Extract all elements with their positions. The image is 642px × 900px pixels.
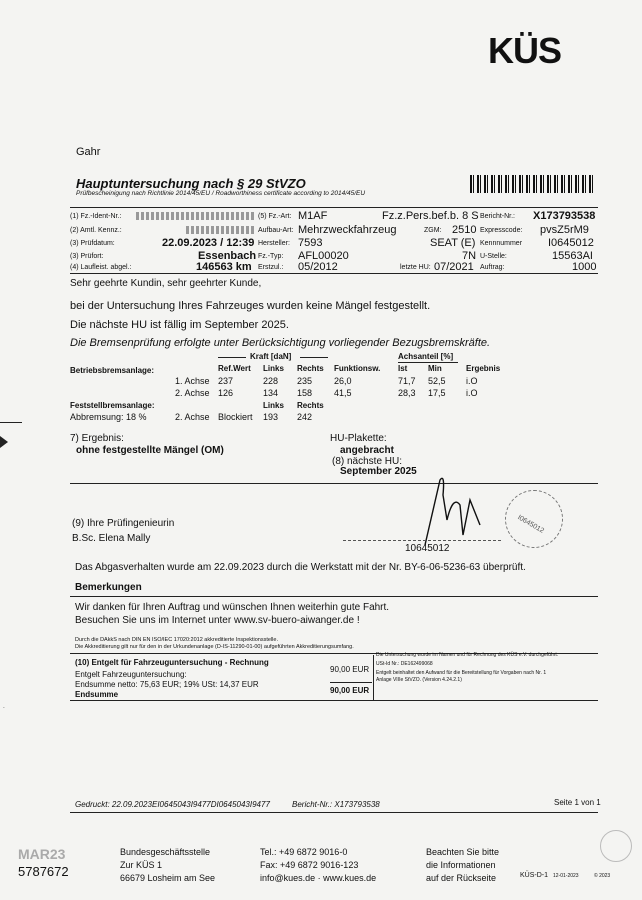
invoice-line: Endsumme netto: 75,63 EUR; 19% USt: 14,37 EUR (75, 680, 259, 689)
footer-number: 5787672 (18, 864, 69, 879)
table-cell: 228 (263, 376, 279, 386)
table-cell: 158 (297, 388, 313, 398)
field-label: Auftrag: (480, 264, 505, 271)
footer-line: die Informationen (426, 860, 496, 870)
invoice-note: Die Untersuchung wurde im Namen und für Rechnung des KÜS e.V. durchgeführt. (376, 652, 559, 658)
invoice-amount: 90,00 EUR (330, 665, 370, 674)
punch-mark (0, 436, 8, 448)
table-cell: 134 (263, 388, 279, 398)
inspector-name: B.Sc. Elena Mally (72, 533, 151, 544)
footer-form-code: KÜS-D-1 (520, 872, 549, 879)
table-cell: 28,3 (398, 388, 416, 398)
col-links: Links (263, 364, 284, 373)
footer-line: info@kues.de · www.kues.de (260, 873, 377, 883)
footer-note (426, 846, 499, 885)
document-subtitle: Prüfbescheinigung nach Richtlinie 2014/45/EU / Roadworthiness certificate according to 2014/45/EU (76, 190, 366, 197)
remarks-heading: Bemerkungen (75, 582, 142, 593)
printed-date: Gedruckt: 22.09.2023 (75, 800, 152, 809)
inspector-label: (9) Ihre Prüfingenieurin (72, 518, 175, 529)
redacted-plate (186, 226, 256, 234)
table-cell: 41,5 (334, 388, 352, 398)
field-label: (5) Fz.-Art: (258, 213, 292, 220)
plakette-label: HU-Plakette: (330, 433, 387, 444)
footer-address (120, 846, 215, 885)
field-label: ZGM: (424, 227, 442, 234)
footer-line: Bundesgeschäftsstelle (120, 847, 211, 857)
table-cell: 235 (297, 376, 313, 386)
invoice-total-label: Endsumme (75, 690, 119, 699)
invoice-line: Entgelt Fahrzeuguntersuchung: (75, 670, 187, 679)
table-cell: i.O (466, 376, 478, 386)
table-cell: 237 (218, 376, 234, 386)
table-cell: 126 (218, 388, 234, 398)
invoice-note: USt-Id Nr.: DE162499068 (376, 661, 433, 667)
signature (405, 465, 495, 550)
col-ist: Ist (398, 364, 408, 373)
table-cell: 2. Achse (175, 388, 210, 398)
table-cell: 1. Achse (175, 376, 210, 386)
field-label: (3) Prüfdatum: (70, 240, 115, 247)
table-cell: 26,0 (334, 376, 352, 386)
field-label: (4) Laufleist. abgel.: (70, 264, 132, 271)
col-rechts: Rechts (297, 364, 324, 373)
dakks-note: Durch die DAkkS nach DIN EN ISO/IEC 17020:2012 akkreditierte Inspektionsstelle. (75, 637, 278, 643)
field-value: M1AF (298, 210, 328, 222)
kraft-header: Kraft [daN] (250, 352, 292, 361)
website-line: Besuchen Sie uns im Internet unter www.sv-buero-aiwanger.de ! (75, 615, 360, 626)
col-funktion: Funktionsw. (334, 364, 381, 373)
greeting: Sehr geehrte Kundin, sehr geehrter Kunde, (70, 278, 262, 289)
body-brake-note: Die Bremsenprüfung erfolgte unter Berücksichtigung vorliegender Bezugsbremskräfte. (70, 337, 491, 349)
side-text: - (3, 705, 5, 711)
field-label: Expresscode: (480, 227, 523, 234)
signature-line (343, 540, 501, 541)
plakette-value: angebracht (340, 445, 394, 456)
stamp-text: I0645012 (516, 514, 545, 535)
footer-mar: MAR23 (18, 846, 66, 862)
table-cell: 193 (263, 412, 279, 422)
footer-line: auf der Rückseite (426, 873, 497, 883)
footer-copyright: © 2023 (594, 873, 611, 879)
table-cell: 2. Achse (175, 412, 210, 422)
footer-line: Fax: +49 6872 9016-123 (260, 860, 359, 870)
invoice-total: 90,00 EUR (330, 686, 370, 695)
field-label: (3) Prüfort: (70, 253, 104, 260)
col-ergebnis: Ergebnis (466, 364, 501, 373)
inspector-number: 10645012 (405, 543, 450, 554)
field-value: 22.09.2023 / 12:39 (162, 237, 255, 249)
result-label: 7) Ergebnis: (70, 433, 124, 444)
field-value: 7593 (298, 237, 323, 249)
col-refwert: Ref.Wert (218, 364, 251, 373)
body-next-hu: Die nächste HU ist fällig im September 2025. (70, 319, 289, 331)
fold-mark (0, 422, 22, 423)
field-value: Fz.z.Pers.bef.b. 8 S (382, 210, 479, 222)
result-value: ohne festgestellte Mängel (OM) (76, 445, 224, 456)
field-label: Hersteller: (258, 240, 290, 247)
table-cell: 17,5 (428, 388, 446, 398)
table-cell: 242 (297, 412, 313, 422)
field-label: Kennnummer (480, 240, 523, 247)
field-label: (1) Fz.-Ident-Nr.: (70, 213, 122, 220)
footer-contact (260, 846, 376, 885)
abgas-note: Das Abgasverhalten wurde am 22.09.2023 durch die Werkstatt mit der Nr. BY-6-06-5236-63 überprüft. (75, 562, 526, 573)
field-value: 7N (462, 250, 477, 262)
thanks-line: Wir danken für Ihren Auftrag und wünschen Ihnen weiterhin gute Fahrt. (75, 602, 390, 613)
page-number: Seite 1 von 1 (554, 798, 601, 807)
field-value: pvsZ5rM9 (540, 224, 589, 236)
abbremsung: Abbremsung: 18 % (70, 412, 147, 422)
fest-links-header: Links (263, 401, 284, 410)
barcode (470, 175, 595, 193)
redacted-vin (136, 212, 256, 220)
field-value: 1000 (572, 261, 597, 273)
footer-line: Beachten Sie bitte (426, 847, 500, 857)
fest-rechts-header: Rechts (297, 401, 324, 410)
footer-line: Zur KÜS 1 (120, 860, 163, 870)
footer-line: 66679 Losheim am See (120, 873, 216, 883)
divider (70, 483, 598, 484)
next-hu-label: (8) nächste HU: (332, 456, 403, 467)
achsanteil-header: Achsanteil [%] (398, 352, 454, 361)
document-title: Hauptuntersuchung nach § 29 StVZO (76, 176, 306, 191)
print-code: EI0645043I9477DI0645043I9477 (152, 800, 270, 809)
invoice-note: Anlage VIIIe StVZO. (Version 4.24.2.1) (376, 677, 462, 683)
field-value: 15563AI (552, 250, 593, 262)
fest-label: Feststellbremsanlage: (70, 401, 155, 410)
kues-logo: KÜS (488, 30, 562, 71)
recipient-name: Gahr (76, 146, 101, 158)
next-hu-value: September 2025 (340, 466, 417, 477)
field-label: Erstzul.: (258, 264, 284, 271)
field-value: Essenbach (198, 250, 257, 262)
divider (70, 273, 598, 274)
field-label: U-Stelle: (480, 253, 507, 260)
table-cell: 52,5 (428, 376, 446, 386)
field-value: Mehrzweckfahrzeug (298, 224, 397, 236)
field-value: 2510 (452, 224, 477, 236)
divider (70, 596, 598, 597)
field-label: letzte HU: (400, 264, 431, 271)
table-cell: i.O (466, 388, 478, 398)
dakks-scope: Die Akkreditierung gilt nur für den in der Urkundenanlage (D-IS-11290-01-00) aufgeführten Akkreditierungsumfang. (75, 644, 354, 650)
table-cell: 71,7 (398, 376, 416, 386)
col-min: Min (428, 364, 442, 373)
printed-report-number: Bericht-Nr.: X173793538 (292, 800, 380, 809)
field-value: 07/2021 (434, 261, 474, 273)
watermark-emblem (600, 830, 632, 862)
field-label: Bericht-Nr.: (480, 213, 516, 220)
field-label: Fz.-Typ: (258, 253, 284, 260)
field-value: X173793538 (533, 210, 596, 222)
official-stamp (505, 490, 563, 548)
field-value: AFL00020 (298, 250, 349, 262)
divider (70, 207, 598, 208)
invoice-note: Entgelt beinhaltet den Aufwand für die Bereitstellung für Vorgaben nach Nr. 1 (376, 670, 547, 676)
footer-form-date: 12-01-2023 (553, 873, 579, 879)
field-value: 05/2012 (298, 261, 338, 273)
field-value: 146563 km (196, 261, 252, 273)
field-value: I0645012 (548, 237, 594, 249)
betrieb-label: Betriebsbremsanlage: (70, 366, 155, 375)
field-label: Aufbau-Art: (258, 227, 294, 234)
field-label: (2) Amtl. Kennz.: (70, 227, 122, 234)
table-cell: Blockiert (218, 412, 253, 422)
body-no-defects: bei der Untersuchung Ihres Fahrzeuges wurden keine Mängel festgestellt. (70, 300, 431, 312)
invoice-title: (10) Entgelt für Fahrzeuguntersuchung - Rechnung (75, 658, 269, 667)
field-value: SEAT (E) (430, 237, 476, 249)
divider (70, 812, 598, 813)
footer-line: Tel.: +49 6872 9016-0 (260, 847, 348, 857)
